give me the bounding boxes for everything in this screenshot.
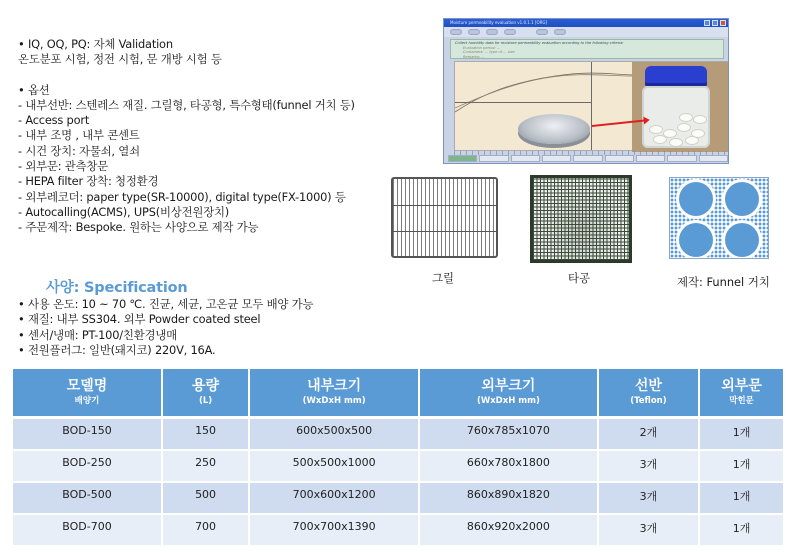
app-tab	[667, 155, 696, 162]
app-titlebar	[444, 19, 728, 27]
features-section	[18, 37, 418, 236]
cell-model: BOD-150	[13, 419, 163, 451]
grill-caption: 그릴	[432, 271, 455, 285]
cell-model: BOD-500	[13, 483, 163, 515]
funnel-hole	[679, 182, 713, 216]
cell-capacity: 150	[163, 419, 250, 451]
app-tab-bar	[448, 155, 728, 162]
cell-internal-size: 700x700x1390	[250, 515, 420, 547]
toolbar-button-icon	[450, 29, 462, 35]
app-title: Moisture permeability evaluation v1.0.1.1 [ORG]	[450, 20, 548, 25]
cell-capacity: 250	[163, 451, 250, 483]
cell-shelves: 3개	[599, 483, 700, 515]
cell-external-size: 860x890x1820	[420, 483, 599, 515]
cell-internal-size: 700x600x1200	[250, 483, 420, 515]
funnel-hole	[679, 223, 713, 257]
header-shelves: 선반 (Teflon)	[599, 369, 700, 419]
perforated-shelf-image	[530, 175, 632, 263]
y-axis	[446, 61, 454, 151]
app-tab	[573, 155, 602, 162]
sample-jar-photo	[632, 62, 729, 152]
cell-capacity: 700	[163, 515, 250, 547]
toolbar-button-icon	[554, 29, 566, 35]
funnel-caption: 제작: Funnel 거치	[677, 275, 770, 289]
app-tab	[511, 155, 540, 162]
cell-capacity: 500	[163, 483, 250, 515]
toolbar-button-icon	[468, 29, 480, 35]
app-tab	[542, 155, 571, 162]
cell-shelves: 3개	[599, 515, 700, 547]
close-icon	[720, 20, 726, 26]
spec-item: • 사용 온도: 10 ~ 70 ℃. 진균, 세균, 고온균 모두 배양 가능	[18, 297, 314, 311]
jar-body	[642, 86, 710, 148]
validation-bullet: • IQ, OQ, PQ: 자체 Validation	[18, 37, 173, 51]
perforated-caption: 타공	[568, 271, 591, 285]
cell-external-size: 760x785x1070	[420, 419, 599, 451]
cell-outer-door: 1개	[700, 483, 783, 515]
option-item: - 주문제작: Bespoke. 원하는 사양으로 제작 가능	[18, 220, 259, 235]
table-header-row	[13, 369, 783, 419]
plot-divider	[591, 62, 592, 150]
cell-external-size: 860x920x2000	[420, 515, 599, 547]
app-info-panel	[450, 39, 724, 59]
spec-item: • 전원플러그: 일반(돼지코) 220V, 16A.	[18, 342, 216, 357]
specification-list	[18, 297, 313, 358]
cell-model: BOD-700	[13, 515, 163, 547]
table-row	[13, 515, 783, 547]
app-tab	[479, 155, 508, 162]
model-spec-table	[13, 369, 783, 547]
maximize-icon	[712, 20, 718, 26]
app-tab	[448, 155, 477, 162]
cell-outer-door: 1개	[700, 515, 783, 547]
option-item: - Autocalling(ACMS), UPS(비상전원장치)	[18, 204, 230, 219]
header-model: 모델명 배양기	[13, 369, 163, 419]
option-item: - 시건 장치: 자물쇠, 열쇠	[18, 143, 140, 158]
table-row	[13, 483, 783, 515]
info-line: Containers: ... type of ... size	[463, 50, 515, 54]
grill-shelf-image	[391, 177, 498, 258]
header-internal-size: 내부크기 (WxDxH mm)	[250, 369, 420, 419]
cell-outer-door: 1개	[700, 451, 783, 483]
option-item: - 외부문: 관측창문	[18, 159, 109, 174]
info-line: Remarks: ...	[463, 54, 485, 59]
specification-title: 사양: Specification	[46, 280, 188, 296]
spec-item: • 재질: 내부 SS304. 외부 Powder coated steel	[18, 312, 261, 327]
info-line: Collect humidity data for moisture permeability evaluation according to the following criteria:	[455, 41, 624, 45]
header-capacity: 용량 (L)	[163, 369, 250, 419]
funnel-hole	[725, 223, 759, 257]
header-external-size: 외부크기 (WxDxH mm)	[420, 369, 599, 419]
option-item: - 외부레코더: paper type(SR-10000), digital type(FX-1000) 등	[18, 189, 346, 204]
funnel-hole	[725, 182, 759, 216]
app-tab	[699, 155, 728, 162]
option-item: - HEPA filter 장착: 청정환경	[18, 174, 159, 189]
app-tab	[636, 155, 665, 162]
toolbar-button-icon	[504, 29, 516, 35]
cell-internal-size: 600x500x500	[250, 419, 420, 451]
spec-item: • 센서/냉매: PT-100/친환경냉매	[18, 327, 177, 342]
app-tab	[605, 155, 634, 162]
toolbar-button-icon	[486, 29, 498, 35]
info-line: Evaluation period: ...	[463, 45, 501, 50]
software-screenshot	[443, 18, 729, 164]
cell-shelves: 3개	[599, 451, 700, 483]
validation-detail: 온도분포 시험, 정전 시험, 문 개방 시험 등	[18, 52, 222, 67]
cell-internal-size: 500x500x1000	[250, 451, 420, 483]
option-item: - 내부선반: 스텐레스 재질. 그릴형, 타공형, 특수형태(funnel 거치 등)	[18, 97, 355, 112]
minimize-icon	[704, 20, 710, 26]
app-toolbar	[444, 27, 728, 37]
options-bullet: • 옵션	[18, 82, 50, 97]
cell-external-size: 660x780x1800	[420, 451, 599, 483]
humidity-plot	[454, 61, 728, 151]
option-item: - Access port	[18, 113, 90, 128]
plot-divider	[455, 102, 591, 103]
header-outer-door: 외부문 막힌문	[700, 369, 783, 419]
table-row	[13, 419, 783, 451]
cell-outer-door: 1개	[700, 419, 783, 451]
sensor-logger-photo	[518, 114, 590, 144]
toolbar-button-icon	[536, 29, 548, 35]
cell-shelves: 2개	[599, 419, 700, 451]
table-row	[13, 451, 783, 483]
option-item: - 내부 조명 , 내부 콘센트	[18, 128, 140, 143]
funnel-holder-image	[669, 177, 769, 259]
jar-lid	[645, 66, 707, 86]
cell-model: BOD-250	[13, 451, 163, 483]
